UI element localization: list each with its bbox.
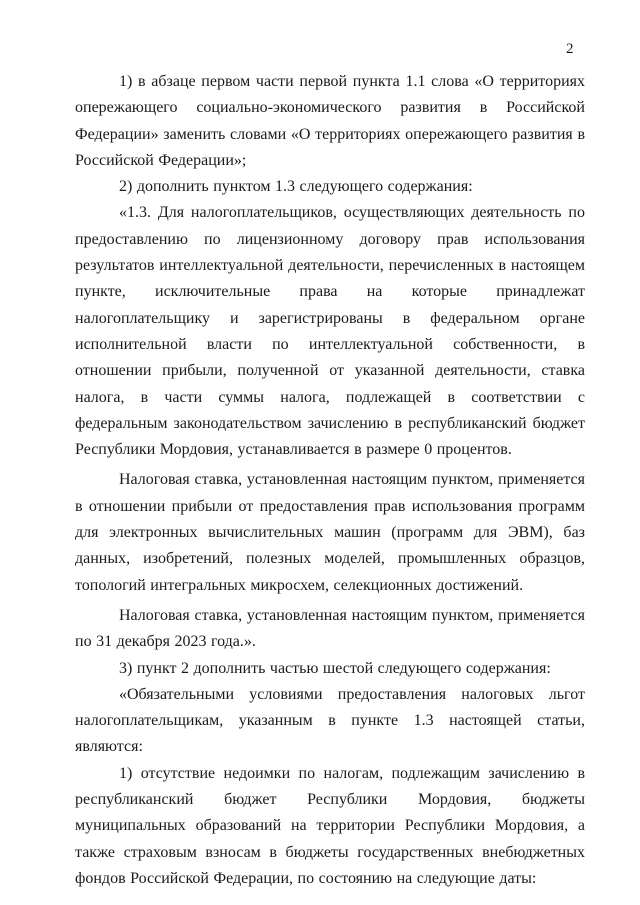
paragraph-condition-1: 1) отсутствие недоимки по налогам, подлежащим зачислению в республиканский бюджет Республики Мордовия, бюджеты муниципальных образований на территории Республики Мордовия, а также страховым взносам в бюджеты государственных внебюджетных фондов Российской Федерации, по состоянию на следующие даты: (75, 764, 585, 887)
paragraph-amend-1-1: 1) в абзаце первом части первой пункта 1.1 слова «О территориях опережающего социально-экономического развития в Российской Федерации» заменить словами «О территориях опережающего развития в Российской Федерации»; (75, 73, 585, 169)
paragraph-rate-scope: Налоговая ставка, установленная настоящим пунктом, применяется в отношении прибыли от предоставления прав использования программ для электронных вычислительных машин (программ для ЭВМ), баз данных, изобретений, полезных моделей, промышленных образцов, топологий интегральных микросхем, селекционных достижений. (75, 471, 585, 594)
paragraph-rate-term: Налоговая ставка, установленная настоящим пунктом, применяется по 31 декабря 2023 года.». (75, 606, 585, 651)
paragraph-add-1-3-intro: 2) дополнить пунктом 1.3 следующего содержания: (119, 178, 473, 196)
page-number: 2 (566, 41, 574, 57)
paragraph-add-part-6-intro: 3) пункт 2 дополнить частью шестой следующего содержания: (119, 659, 551, 677)
paragraph-conditions: «Обязательными условиями предоставления налоговых льгот налогоплательщикам, указанным в пункте 1.3 настоящей статьи, являются: (75, 685, 585, 756)
document-body (75, 69, 585, 892)
paragraph-clause-1-3: «1.3. Для налогоплательщиков, осуществляющих деятельность по предоставлению по лицензионному договору прав использования результатов интеллектуальной деятельности, перечисленных в настоящем пункте, исключительные права на которые принадлежат налогоплательщику и зарегистрированы в федеральном органе исполнительной власти по интеллектуальной собственности, в отношении прибыли, полученной от указанной деятельности, ставка налога, в части суммы налога, подлежащей в соответствии с федеральным законодательством зачислению в республиканский бюджет Республики Мордовия, устанавливается в размере 0 процентов. (75, 204, 585, 459)
